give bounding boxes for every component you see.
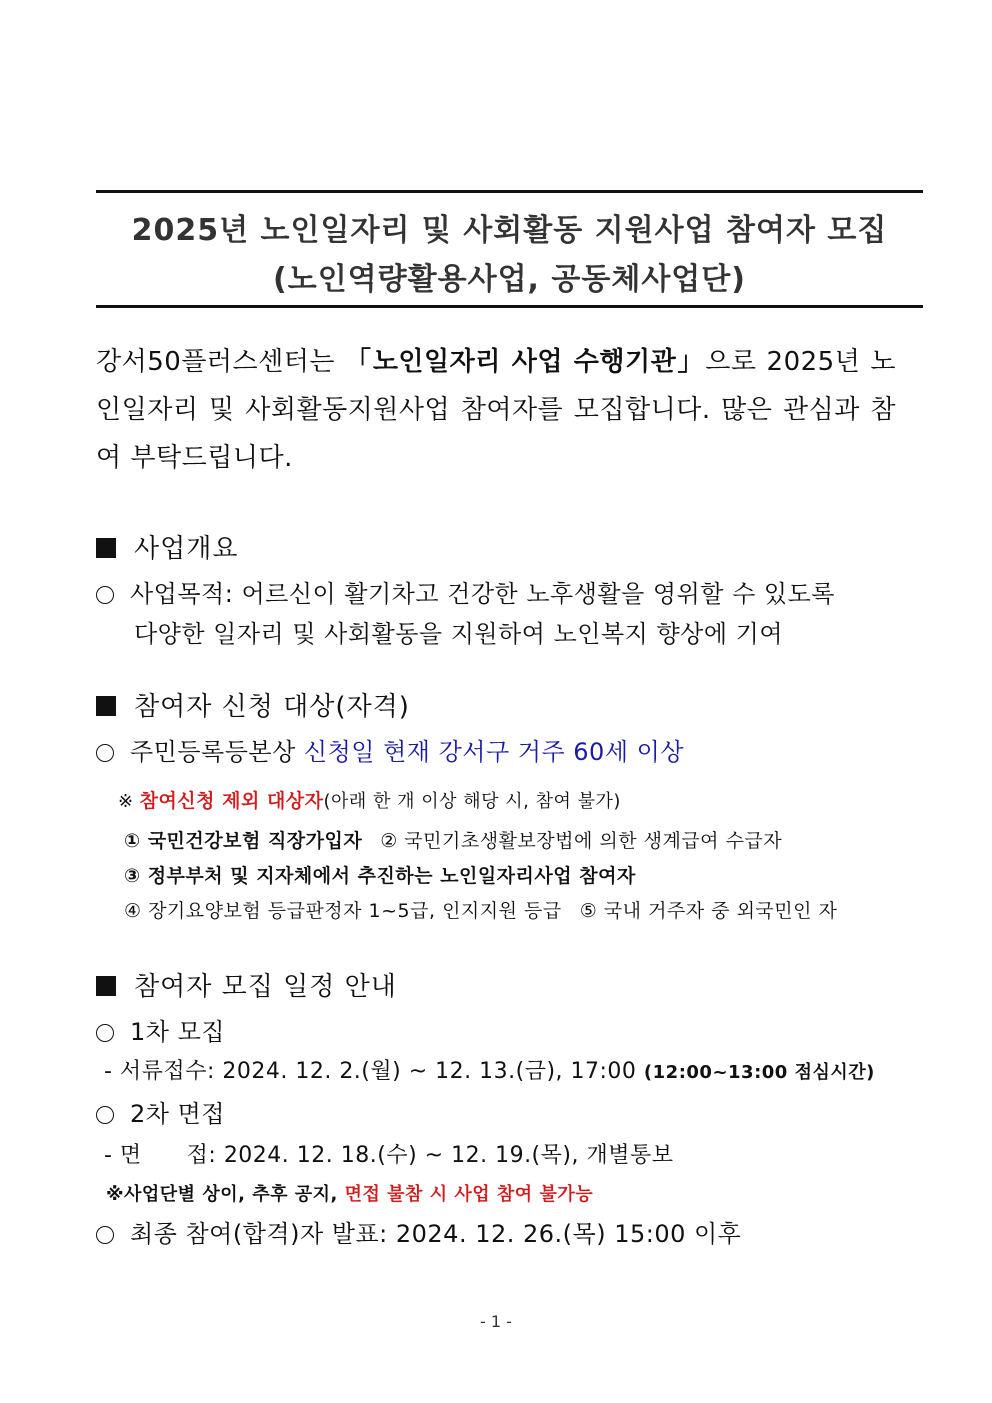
section-heading-schedule [96, 966, 397, 1003]
circle-bullet-icon [96, 1106, 114, 1124]
note-mark: ※ [118, 791, 134, 812]
intro-paragraph [96, 338, 896, 482]
title-bottom-rule [96, 305, 923, 308]
exclusion-items-row-1 [124, 826, 782, 853]
section-heading-text: 사업개요 [134, 534, 239, 564]
exclusion-items-row-3 [124, 896, 837, 923]
exclusion-note: (아래 한 개 이상 해당 시, 참여 불가) [323, 791, 621, 812]
title-top-rule [96, 190, 923, 193]
round2-line: 2차 면접 [96, 1094, 225, 1129]
intro-emphasis: 「노인일자리 사업 수행기관」 [345, 347, 706, 377]
circle-bullet-icon [96, 1226, 114, 1244]
eligibility-emphasis: 신청일 현재 강서구 거주 60세 이상 [303, 738, 684, 766]
square-bullet-icon [96, 538, 116, 558]
square-bullet-icon [96, 976, 116, 996]
intro-text-1: 강서50플러스센터는 [96, 347, 346, 377]
exclusion-header [118, 786, 621, 813]
page-number: - 1 - [480, 1312, 512, 1331]
purpose-line-1: 사업목적: 어르신이 활기차고 건강한 노후생활을 영위할 수 있도록 [96, 574, 835, 609]
document-submission-dates: 2024. 12. 2.(월) ~ 12. 13.(금), 17:00 [222, 1059, 637, 1084]
section-heading-eligibility [96, 686, 410, 723]
exclusion-item-5: ⑤ 국내 거주자 중 외국민인 자 [579, 900, 838, 922]
intro-text-2: 으로 2025년 노인일자리 및 사회활동지원사업 참여자를 모집합니다. 많은 관심과 참여 부탁드립니다. [96, 347, 896, 473]
exclusion-title: 참여신청 제외 대상자 [139, 790, 324, 812]
final-announcement-line: 최종 참여(합격)자 발표: 2024. 12. 26.(목) 15:00 이후 [96, 1214, 741, 1249]
purpose-line-2: 다양한 일자리 및 사회활동을 지원하여 노인복지 향상에 기여 [134, 620, 784, 648]
lunch-break-note: (12:00~13:00 점심시간) [643, 1062, 875, 1083]
eligibility-line: 주민등록등본상 신청일 현재 강서구 거주 60세 이상 [96, 732, 684, 767]
square-bullet-icon [96, 696, 116, 716]
interview-warning: 면접 불참 시 사업 참여 불가능 [344, 1184, 594, 1205]
exclusion-item-1: ① 국민건강보험 직장가입자 [124, 830, 363, 852]
section-heading-text: 참여자 신청 대상(자격) [134, 692, 410, 722]
round1-line: 1차 모집 [96, 1012, 225, 1047]
exclusion-item-4: ④ 장기요양보험 등급판정자 1~5급, 인지지원 등급 [124, 900, 562, 922]
final-announcement-date: 2024. 12. 26.(목) 15:00 이후 [395, 1220, 742, 1248]
circle-bullet-icon [96, 586, 114, 604]
exclusion-item-3: ③ 정부부처 및 지자체에서 추진하는 노인일자리사업 참여자 [124, 865, 636, 887]
document-title: 2025년 노인일자리 및 사회활동 지원사업 참여자 모집 [131, 213, 888, 248]
section-heading-text: 참여자 모집 일정 안내 [134, 972, 397, 1002]
circle-bullet-icon [96, 744, 114, 762]
document-submission-line: - 서류접수: 2024. 12. 2.(월) ~ 12. 13.(금), 17:00 (12:00~13:00 점심시간) [104, 1059, 875, 1084]
interview-note: ※사업단별 상이, 추후 공지, 면접 불참 시 사업 참여 불가능 [106, 1184, 594, 1205]
section-heading-overview [96, 528, 238, 565]
interview-line: - 면 접: 2024. 12. 18.(수) ~ 12. 19.(목), 개별통보 [104, 1143, 674, 1168]
interview-dates: 2024. 12. 18.(수) ~ 12. 19.(목), 개별통보 [223, 1143, 674, 1168]
circle-bullet-icon [96, 1024, 114, 1042]
exclusion-item-2: ② 국민기초생활보장법에 의한 생계급여 수급자 [380, 830, 783, 852]
document-subtitle: (노인역량활용사업, 공동체사업단) [273, 262, 746, 297]
